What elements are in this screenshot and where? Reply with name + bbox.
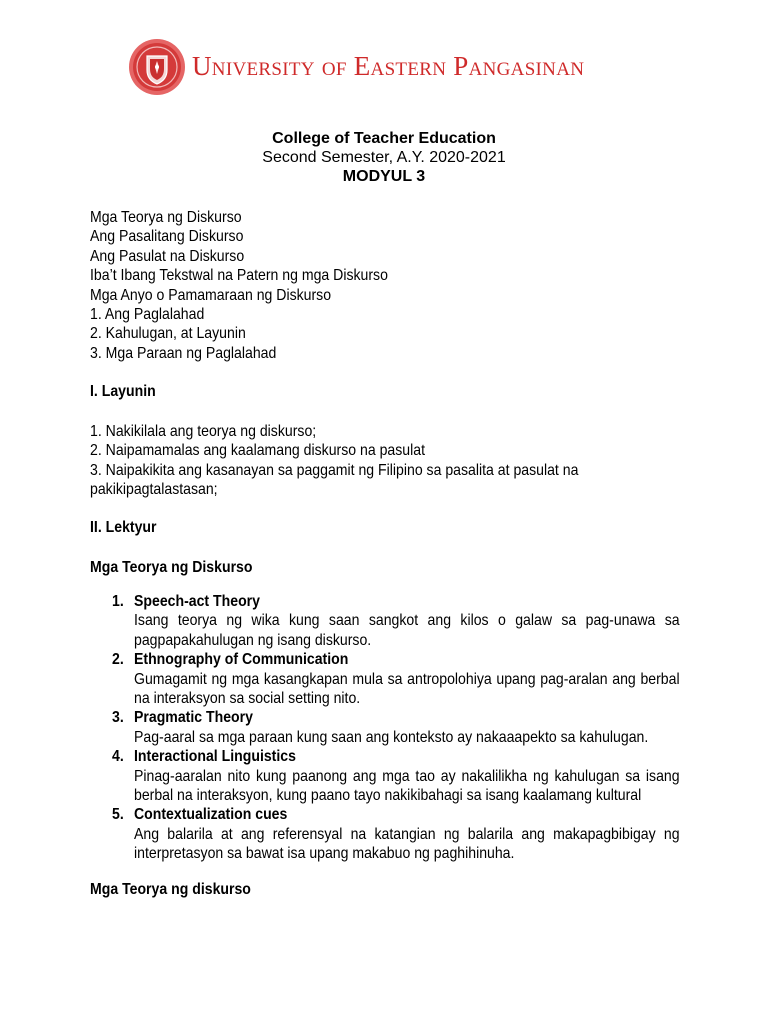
objective-item: 3. Naipakikita ang kasanayan sa paggamit ng Filipino sa pasalita at pasulat na pakikipagtalastasan;	[90, 461, 579, 499]
item-title: Speech-act Theory	[134, 593, 260, 610]
item-title: Ethnography of Communication	[134, 651, 349, 669]
topic-item: Ang Pasalitang Diskurso	[90, 228, 244, 246]
topic-item: Mga Teorya ng Diskurso	[90, 209, 242, 226]
topic-item: Ang Pasulat na Diskurso	[90, 247, 245, 265]
module-title: MODYUL 3	[342, 168, 426, 185]
topic-item: Mga Anyo o Pamamaraan ng Diskurso	[90, 286, 332, 304]
item-number: 2.	[112, 651, 124, 669]
item-description: Pag-aaral sa mga paraan kung saan ang konteksto ay nakaaapekto sa kahulugan.	[134, 728, 649, 746]
item-title: Pragmatic Theory	[134, 709, 253, 727]
list-item	[112, 650, 680, 708]
item-description: Isang teorya ng wika kung saan sangkot ang kilos o galaw sa pag-unawa sa pagpapakahulugan ng isang diskurso.	[134, 612, 680, 649]
college-name: College of Teacher Education	[272, 130, 496, 147]
item-description: Pinag-aaralan nito kung paanong ang mga tao ay nakalilikha ng kahulugan sa isang berbal na interaksyon, kung paano tayo nakikibahagi sa isang kaalamang kultural	[134, 767, 680, 805]
item-description: Gumagamit ng mga kasangkapan mula sa antropolohiya upang pag-aralan ang berbal na interaksyon sa social setting nito.	[134, 670, 680, 708]
topic-item: Iba’t Ibang Tekstwal na Patern ng mga Diskurso	[90, 267, 388, 285]
university-name: University of Eastern Pangasinan	[192, 51, 585, 81]
item-description: Ang balarila at ang referensyal na katangian ng balarila ang makapagbibigay ng interpretasyon sa bawat isa upang makabuo ng paghihinuha.	[134, 825, 680, 863]
item-title: Interactional Linguistics	[134, 748, 296, 766]
item-number: 1.	[112, 593, 124, 610]
topics-list	[90, 208, 609, 363]
university-header	[128, 38, 638, 96]
theories-list	[112, 592, 680, 864]
list-item	[112, 592, 680, 650]
list-item	[112, 805, 680, 863]
closing-heading: Mga Teorya ng diskurso	[90, 881, 251, 898]
objective-item: 1. Nakikilala ang teorya ng diskurso;	[90, 423, 317, 440]
topic-item: 1. Ang Paglalahad	[90, 306, 205, 324]
item-number: 5.	[112, 806, 124, 824]
semester-line: Second Semester, A.Y. 2020-2021	[262, 149, 506, 166]
item-number: 4.	[112, 748, 124, 766]
list-item	[112, 708, 680, 747]
objectives-list	[90, 422, 680, 500]
university-seal-icon	[128, 38, 186, 96]
topic-item: 2. Kahulugan, at Layunin	[90, 325, 246, 343]
item-number: 3.	[112, 709, 124, 727]
list-item	[112, 747, 680, 805]
section-heading-lektyur: II. Lektyur	[90, 519, 157, 536]
objective-item: 2. Naipamamalas ang kaalamang diskurso na pasulat	[90, 442, 425, 460]
item-title: Contextualization cues	[134, 806, 288, 824]
topic-item: 3. Mga Paraan ng Paglalahad	[90, 344, 277, 362]
section-heading-layunin: I. Layunin	[90, 383, 156, 400]
subheading-teorya: Mga Teorya ng Diskurso	[90, 559, 253, 576]
